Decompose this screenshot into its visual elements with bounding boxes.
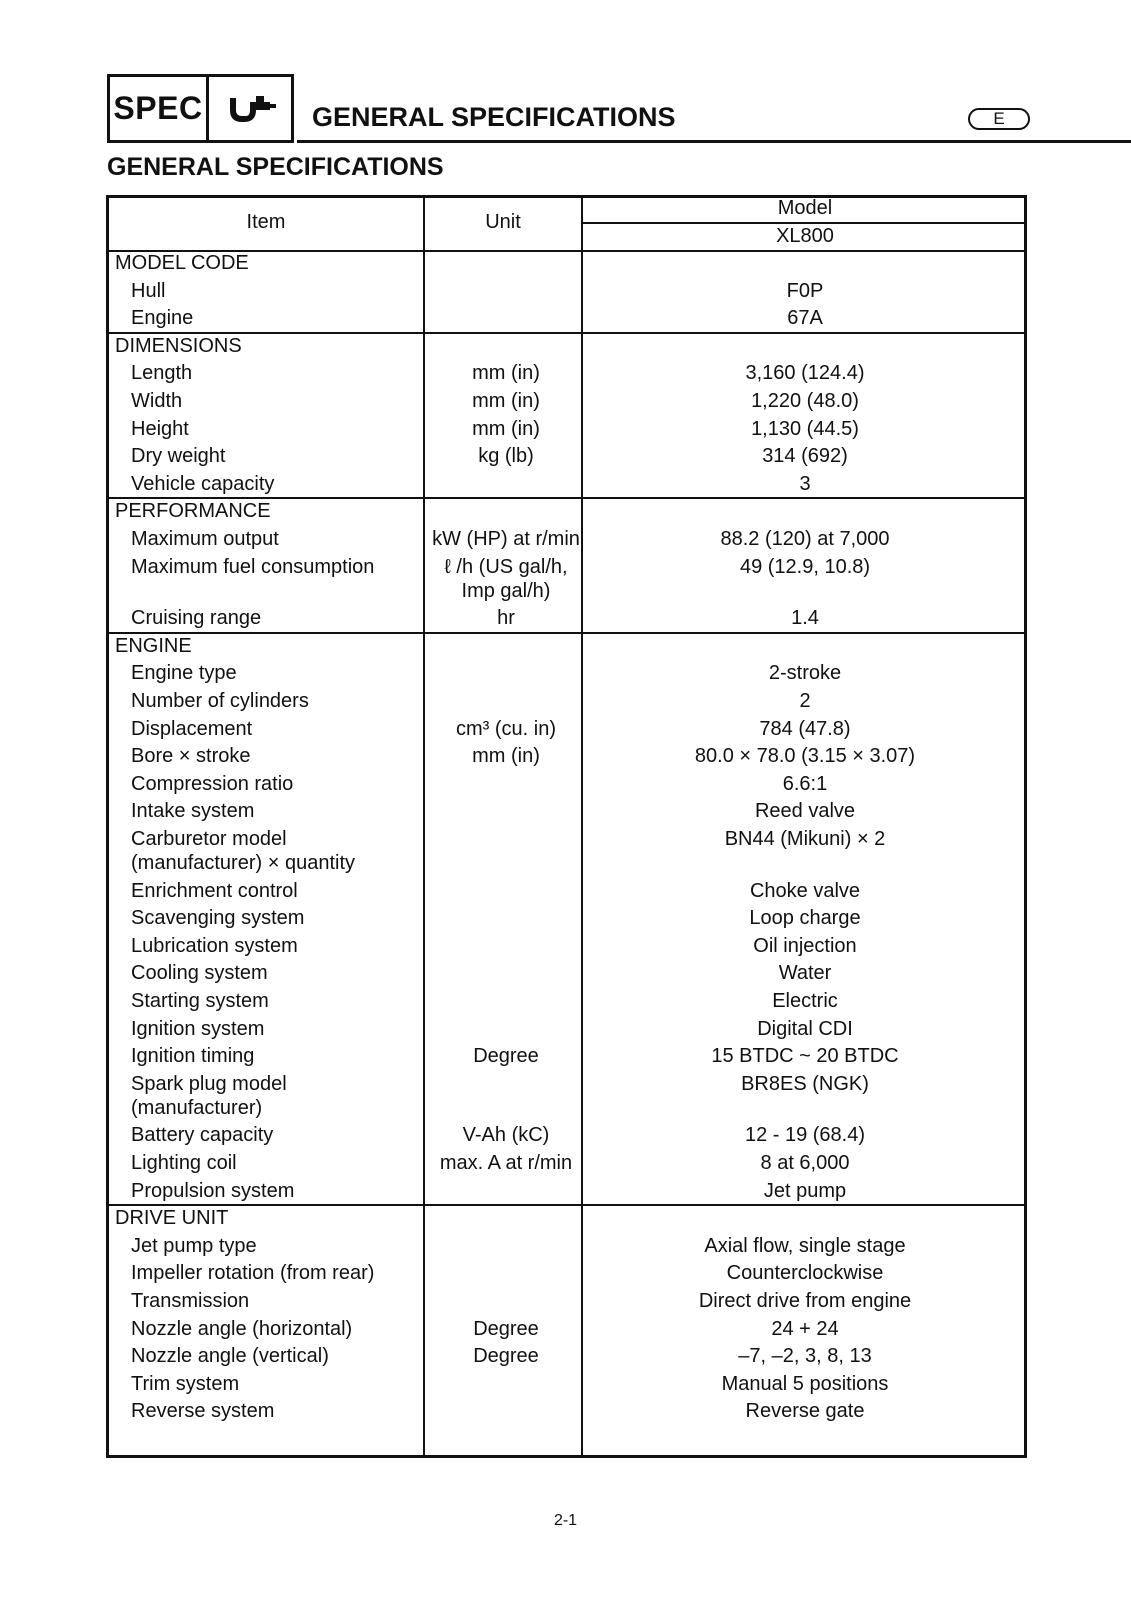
row-value: Oil injection — [753, 934, 857, 957]
row-item: Reverse system — [131, 1400, 275, 1423]
page-number: 2-1 — [553, 1512, 578, 1529]
row-item: Lubrication system — [131, 934, 298, 957]
row-value: 784 (47.8) — [759, 717, 851, 740]
row-value: Manual 5 positions — [721, 1372, 889, 1395]
row-unit: max. A at r/min — [439, 1152, 573, 1174]
row-unit: hr — [497, 607, 515, 630]
row-unit: kW (HP) at r/min — [432, 528, 580, 550]
row-item: Ignition system — [131, 1017, 265, 1040]
row-value: 15 BTDC ~ 20 BTDC — [711, 1045, 899, 1068]
language-badge: E — [968, 108, 1030, 130]
section-title: GENERAL SPECIFICATIONS — [107, 153, 444, 181]
row-item: Engine — [131, 307, 194, 330]
row-value: F0P — [786, 279, 824, 302]
row-value: 314 (692) — [762, 445, 848, 468]
row-item: Height — [131, 417, 189, 440]
row-value: 88.2 (120) at 7,000 — [720, 528, 890, 550]
row-value: 1,220 (48.0) — [751, 390, 859, 412]
row-item: Starting system — [131, 990, 269, 1012]
row-item: Cruising range — [131, 607, 262, 630]
row-unit-continued: Imp gal/h) — [461, 579, 551, 602]
row-item: Hull — [131, 279, 166, 302]
column-divider-unit — [423, 198, 425, 1455]
row-value: BR8ES (NGK) — [741, 1072, 869, 1095]
row-item: Length — [131, 362, 193, 385]
header-rule — [297, 140, 1131, 143]
page-header — [107, 74, 1027, 146]
row-item: Compression ratio — [131, 772, 294, 795]
section-heading: DIMENSIONS — [115, 334, 242, 357]
section-heading: PERFORMANCE — [115, 500, 271, 523]
row-item-continued: (manufacturer) × quantity — [131, 852, 355, 874]
row-item: Nozzle angle (vertical) — [131, 1345, 329, 1368]
row-value: 3 — [799, 472, 811, 495]
header-title: GENERAL SPECIFICATIONS — [312, 102, 676, 132]
row-unit: mm (in) — [472, 390, 540, 412]
section-heading: DRIVE UNIT — [115, 1207, 229, 1230]
row-value: 2 — [799, 690, 811, 712]
row-item: Maximum fuel consumption — [131, 555, 375, 578]
row-item: Propulsion system — [131, 1179, 295, 1202]
row-value: Direct drive from engine — [698, 1290, 912, 1312]
header-model-group: Model — [777, 197, 833, 219]
row-item: Dry weight — [131, 445, 226, 468]
row-value: Axial flow, single stage — [704, 1234, 906, 1257]
row-item: Cooling system — [131, 962, 268, 985]
row-value: Jet pump — [763, 1179, 847, 1202]
row-item-continued: (manufacturer) — [131, 1096, 263, 1119]
row-value: 24 + 24 — [771, 1317, 839, 1340]
row-value: Water — [778, 962, 832, 985]
row-value: 67A — [787, 307, 823, 330]
row-item: Engine type — [131, 662, 237, 685]
row-unit: mm (in) — [472, 745, 540, 768]
row-item: Number of cylinders — [131, 690, 309, 712]
row-item: Enrichment control — [131, 879, 298, 902]
row-value: Reverse gate — [745, 1400, 865, 1423]
row-value: Loop charge — [749, 907, 861, 930]
row-value: Choke valve — [749, 879, 861, 902]
section-divider — [109, 632, 1024, 634]
section-heading: ENGINE — [115, 634, 192, 657]
row-item: Trim system — [131, 1372, 240, 1395]
row-item: Lighting coil — [131, 1152, 237, 1174]
spec-table — [106, 195, 1027, 1458]
row-value: 12 - 19 (68.4) — [744, 1124, 866, 1147]
row-value: 49 (12.9, 10.8) — [739, 555, 871, 578]
header-model: XL800 — [776, 225, 834, 247]
section-divider — [109, 1204, 1024, 1206]
row-unit: Degree — [473, 1045, 539, 1068]
row-value: Reed valve — [754, 800, 856, 823]
spec-badge — [107, 74, 294, 143]
row-value: 2-stroke — [768, 662, 842, 685]
row-unit: ℓ /h (US gal/h, — [444, 555, 568, 578]
row-item: Impeller rotation (from rear) — [131, 1262, 375, 1285]
section-divider — [109, 332, 1024, 334]
row-value: 80.0 × 78.0 (3.15 × 3.07) — [694, 745, 916, 768]
row-value: 1,130 (44.5) — [751, 417, 859, 440]
row-value: 8 at 6,000 — [760, 1152, 850, 1174]
row-item: Spark plug model — [131, 1072, 287, 1095]
spec-badge-label: SPEC — [110, 77, 209, 140]
row-item: Scavenging system — [131, 907, 305, 930]
row-item: Intake system — [131, 800, 255, 823]
row-item: Nozzle angle (horizontal) — [131, 1317, 353, 1340]
row-value: BN44 (Mikuni) × 2 — [724, 828, 886, 850]
header-item: Item — [246, 211, 286, 233]
row-item: Battery capacity — [131, 1124, 274, 1147]
row-value: 6.6:1 — [782, 772, 828, 795]
row-value: Electric — [772, 990, 838, 1012]
row-unit: Degree — [473, 1345, 539, 1368]
row-item: Carburetor model — [131, 828, 287, 850]
row-item: Ignition timing — [131, 1045, 255, 1068]
row-item: Bore × stroke — [131, 745, 251, 768]
row-value: 1.4 — [791, 607, 819, 630]
row-item: Displacement — [131, 717, 253, 740]
row-item: Jet pump type — [131, 1234, 257, 1257]
row-unit: cm³ (cu. in) — [456, 717, 556, 740]
row-unit: kg (lb) — [478, 445, 534, 468]
row-unit: mm (in) — [472, 417, 540, 440]
row-item: Maximum output — [131, 528, 279, 550]
row-unit: mm (in) — [472, 362, 540, 385]
row-item: Width — [131, 390, 183, 412]
row-value: 3,160 (124.4) — [745, 362, 865, 385]
caliper-tool-icon — [209, 77, 291, 140]
header-unit: Unit — [485, 211, 521, 233]
row-unit: Degree — [473, 1317, 539, 1340]
column-divider-model — [581, 198, 583, 1455]
row-item: Transmission — [131, 1290, 250, 1312]
row-unit: V-Ah (kC) — [462, 1124, 550, 1147]
section-heading: MODEL CODE — [115, 252, 249, 274]
row-item: Vehicle capacity — [131, 472, 275, 495]
row-value: Counterclockwise — [726, 1262, 884, 1285]
row-value: Digital CDI — [757, 1017, 853, 1040]
row-value: –7, –2, 3, 8, 13 — [738, 1345, 872, 1368]
